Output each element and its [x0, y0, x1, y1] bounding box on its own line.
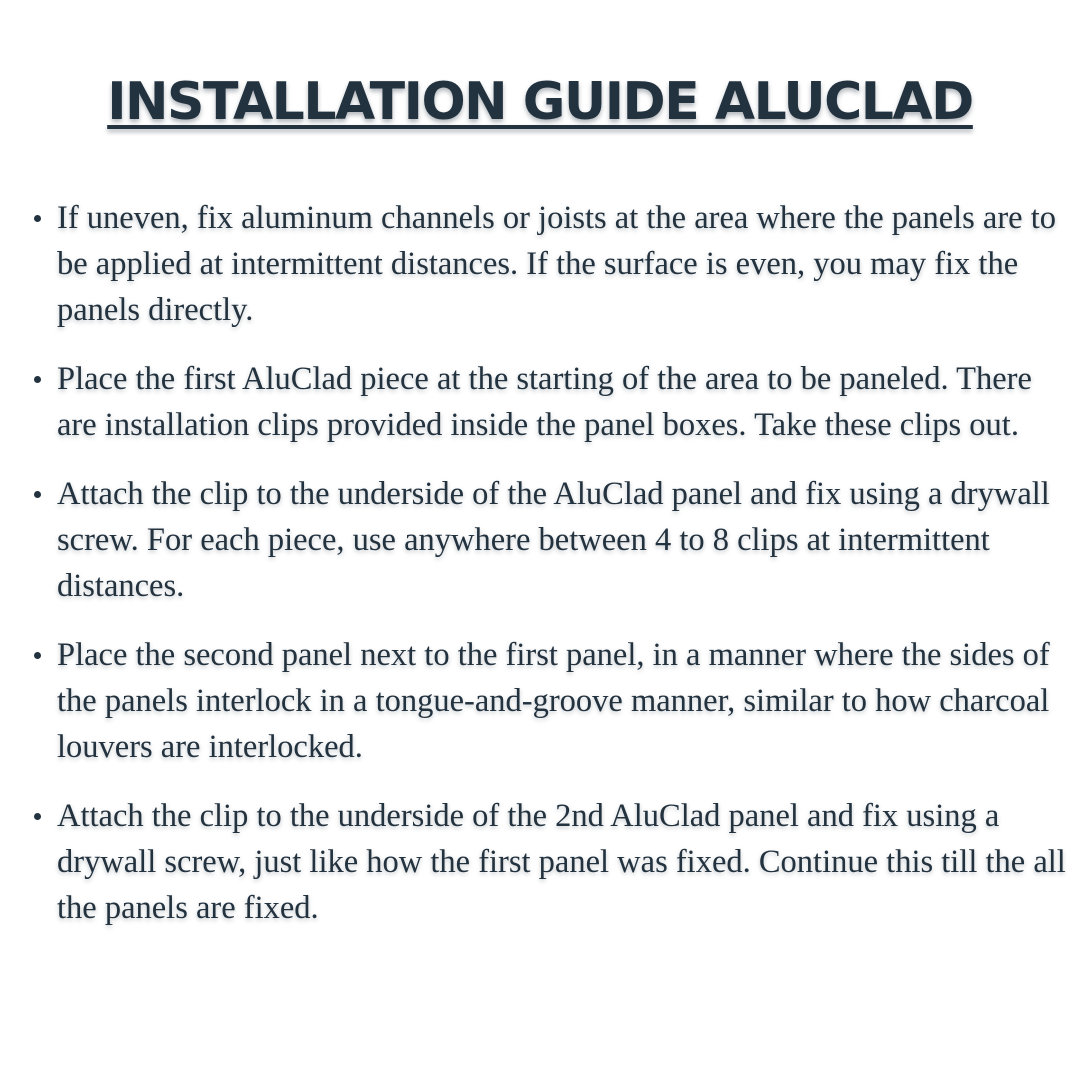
step-text: If uneven, fix aluminum channels or joists at the area where the panels are to be applied at intermittent distances. If the surface is even, you may fix the panels directly.: [57, 200, 1057, 328]
step-text: Attach the clip to the underside of the 2nd AluClad panel and fix using a drywall screw, just like how the first panel was fixed. Continue this till the all the panels are fixed.: [57, 798, 1066, 926]
list-item: [57, 356, 1075, 448]
bullet-icon: [34, 376, 41, 383]
bullet-icon: [34, 491, 41, 498]
page-title: INSTALLATION GUIDE ALUCLAD: [107, 72, 973, 132]
list-item: [57, 471, 1075, 609]
step-text: Place the first AluClad piece at the starting of the area to be paneled. There are installation clips provided inside the panel boxes. Take these clips out.: [57, 361, 1032, 443]
bullet-icon: [34, 215, 41, 222]
step-text: Attach the clip to the underside of the AluClad panel and fix using a drywall screw. For each piece, use anywhere between 4 to 8 clips at intermittent distances.: [57, 476, 1050, 604]
list-item: [57, 195, 1075, 333]
list-item: [57, 793, 1075, 931]
installation-steps-list: [57, 195, 1075, 954]
bullet-icon: [34, 813, 41, 820]
list-item: [57, 632, 1075, 770]
step-text: Place the second panel next to the first panel, in a manner where the sides of the panels interlock in a tongue-and-groove manner, similar to how charcoal louvers are interlocked.: [57, 637, 1050, 765]
bullet-icon: [34, 652, 41, 659]
